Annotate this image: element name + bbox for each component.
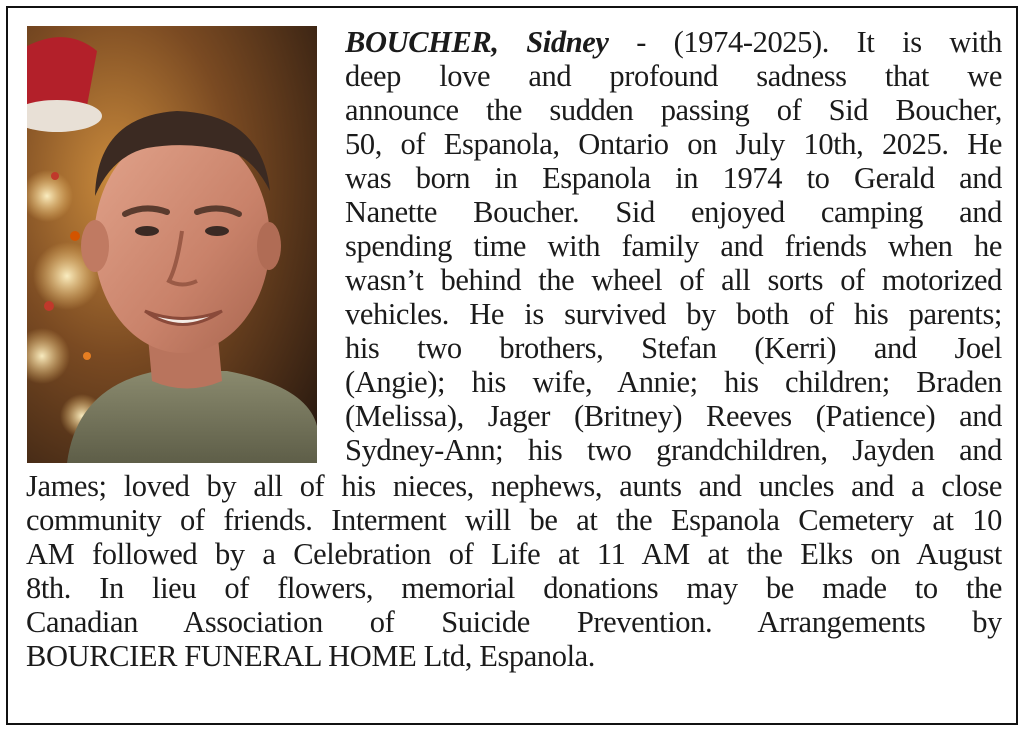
obituary-line: spending time with family and friends when he	[345, 229, 1002, 263]
obituary-line: wasn’t behind the wheel of all sorts of motorized	[345, 263, 1002, 297]
obituary-notice	[6, 6, 1018, 725]
lifespan-intro: - (1974-2025). It is with	[608, 25, 1002, 59]
obituary-line: vehicles. He is survived by both of his parents;	[345, 297, 1002, 331]
deceased-name: BOUCHER, Sidney	[345, 25, 609, 59]
obituary-line-1	[345, 25, 1002, 59]
obituary-line-last: BOURCIER FUNERAL HOME Ltd, Espanola.	[26, 639, 596, 673]
obituary-line: his two brothers, Stefan (Kerri) and Joel	[345, 331, 1002, 365]
obituary-line: Canadian Association of Suicide Prevention. Arrangements by	[26, 605, 1002, 639]
obituary-line: was born in Espanola in 1974 to Gerald and	[345, 161, 1002, 195]
obituary-line: (Angie); his wife, Annie; his children; Braden	[345, 365, 1002, 399]
obituary-line: announce the sudden passing of Sid Boucher,	[345, 93, 1002, 127]
obituary-line: AM followed by a Celebration of Life at 11 AM at the Elks on August	[26, 537, 1002, 571]
obituary-line: 50, of Espanola, Ontario on July 10th, 2025. He	[345, 127, 1002, 161]
obituary-line: Sydney-Ann; his two grandchildren, Jayden and	[345, 433, 1002, 467]
obituary-line: community of friends. Interment will be at the Espanola Cemetery at 10	[26, 503, 1002, 537]
obituary-line: James; loved by all of his nieces, nephews, aunts and uncles and a close	[26, 469, 1002, 503]
obituary-line: (Melissa), Jager (Britney) Reeves (Patience) and	[345, 399, 1002, 433]
obituary-text	[8, 8, 1016, 723]
obituary-line: 8th. In lieu of flowers, memorial donations may be made to the	[26, 571, 1002, 605]
obituary-line: Nanette Boucher. Sid enjoyed camping and	[345, 195, 1002, 229]
obituary-line: deep love and profound sadness that we	[345, 59, 1002, 93]
